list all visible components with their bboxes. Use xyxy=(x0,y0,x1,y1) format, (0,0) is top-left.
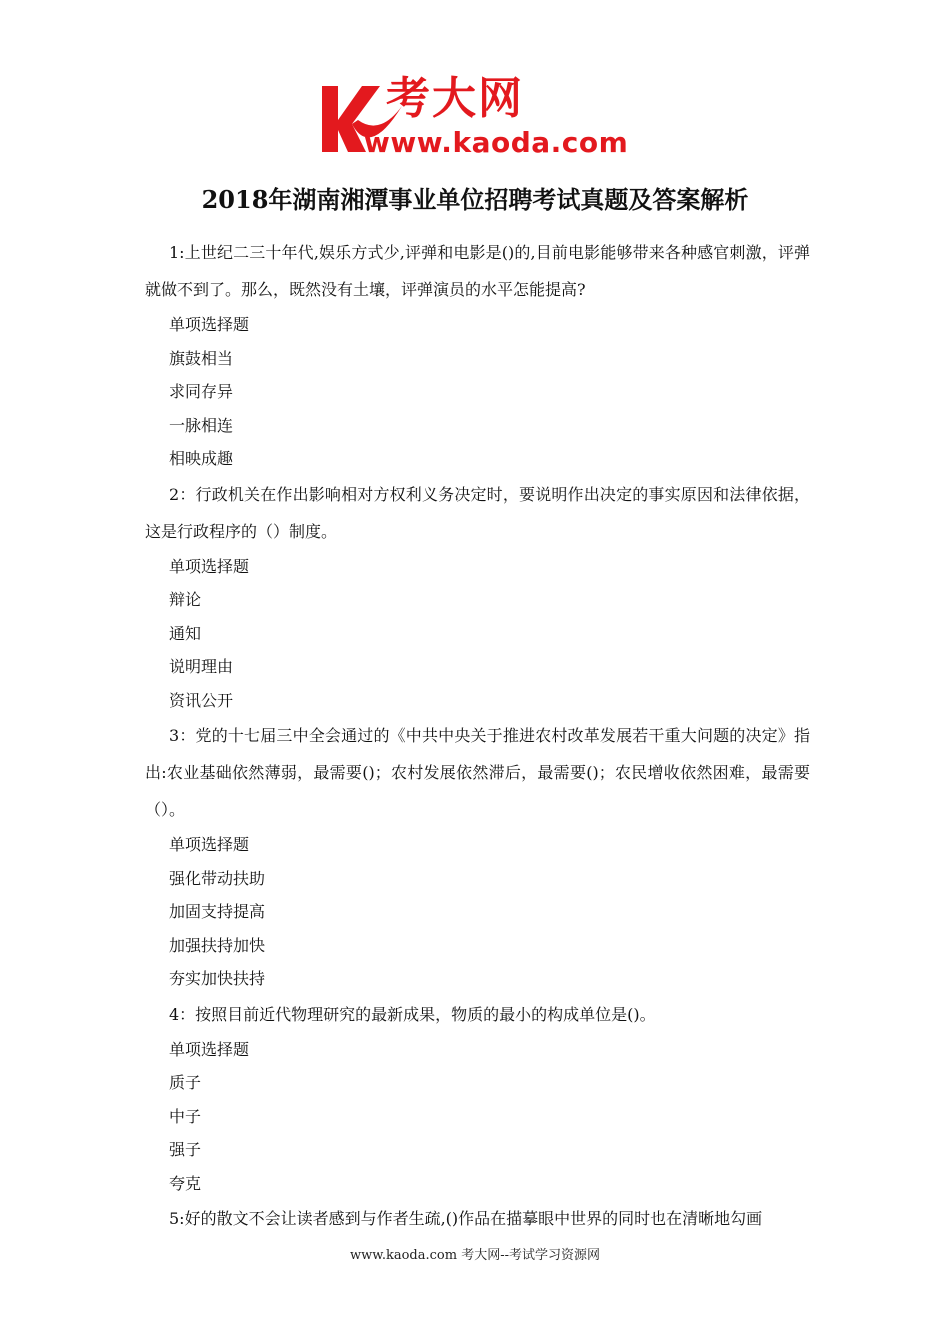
question-1-type: 单项选择题 xyxy=(169,315,250,334)
question-1-text: 1:上世纪二三十年代,娱乐方式少,评弹和电影是()的,目前电影能够带来各种感官刺激，评弹就做不到了。那么，既然没有土壤，评弹演员的水平怎能提高? xyxy=(145,243,810,299)
question-1-option: 一脉相连 xyxy=(169,415,234,435)
question-4-option: 中子 xyxy=(169,1106,202,1126)
logo-chinese-text: 考大网 xyxy=(386,73,524,124)
question-4-option: 夸克 xyxy=(169,1173,202,1193)
question-4-option: 强子 xyxy=(169,1140,202,1159)
question-3-option: 夯实加快扶持 xyxy=(169,969,266,988)
question-3-option: 加固支持提高 xyxy=(169,902,266,921)
kaoda-logo xyxy=(318,73,638,162)
question-3-option: 强化带动扶助 xyxy=(169,868,266,888)
question-2-option: 辩论 xyxy=(169,590,202,609)
page-footer: www.kaoda.com 考大网--考试学习资源网 xyxy=(350,1248,600,1263)
question-1-option: 求同存异 xyxy=(169,382,234,401)
question-1-option: 旗鼓相当 xyxy=(169,348,234,368)
question-5-text: 5:好的散文不会让读者感到与作者生疏,()作品在描摹眼中世界的同时也在清晰地勾画 xyxy=(169,1209,763,1228)
question-2-option: 说明理由 xyxy=(169,657,234,676)
question-4-option: 质子 xyxy=(169,1073,202,1092)
question-list xyxy=(145,234,810,1237)
question-3-text: 3：党的十七届三中全会通过的《中共中央关于推进农村改革发展若干重大问题的决定》指出:农业基础依然薄弱，最需要()；农村发展依然滞后，最需要()；农民增收依然困难，最需要（）。 xyxy=(145,726,810,819)
question-2-option: 通知 xyxy=(169,623,202,643)
question-2-type: 单项选择题 xyxy=(169,556,250,576)
question-3-option: 加强扶持加快 xyxy=(169,935,266,955)
question-4-text: 4：按照目前近代物理研究的最新成果，物质的最小的构成单位是()。 xyxy=(169,1004,656,1024)
logo-url-text: www.kaoda.com xyxy=(364,126,629,159)
question-4-type: 单项选择题 xyxy=(169,1039,250,1059)
question-1-option: 相映成趣 xyxy=(169,449,234,468)
page-title: 2018年湖南湘潭事业单位招聘考试真题及答案解析 xyxy=(201,185,749,214)
question-3-type: 单项选择题 xyxy=(169,835,250,854)
question-2-text: 2：行政机关在作出影响相对方权利义务决定时，要说明作出决定的事实原因和法律依据，这是行政程序的（）制度。 xyxy=(145,484,810,541)
question-2-option: 资讯公开 xyxy=(169,690,234,710)
